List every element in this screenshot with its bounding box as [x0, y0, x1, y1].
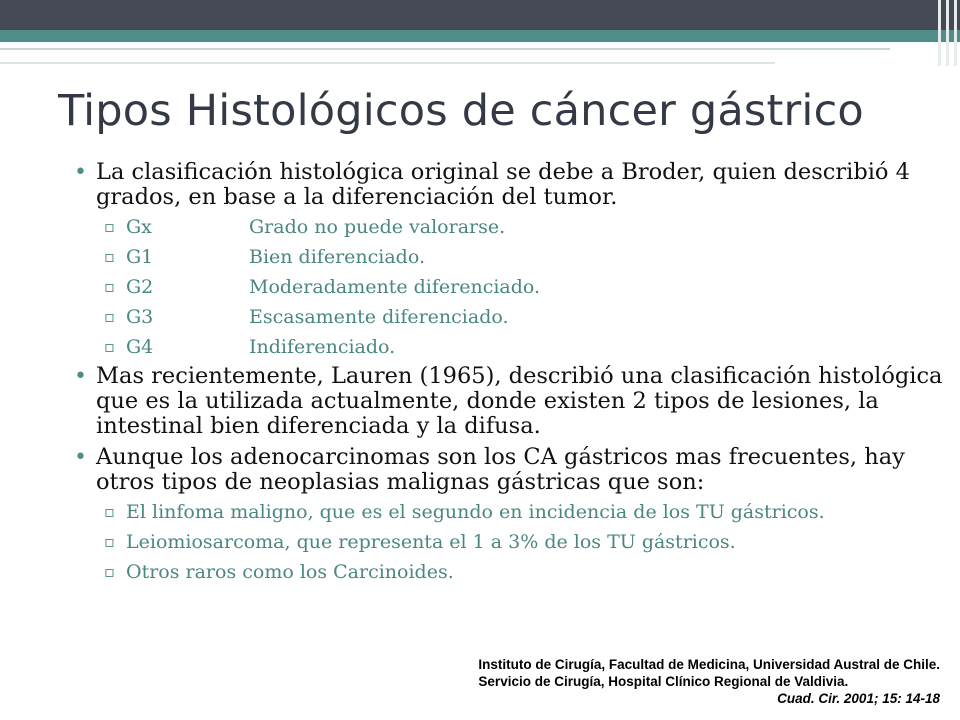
grade-list [74, 216, 944, 358]
list-item: ▫ El linfoma maligno, que es el segundo en incidencia de los TU gástricos. [74, 501, 944, 523]
slide-content [74, 160, 944, 583]
footer-institute: Instituto de Cirugía, Facultad de Medicina, Universidad Austral de Chile. [478, 657, 940, 672]
grade-code: G1 [126, 246, 154, 268]
grade-desc: Escasamente diferenciado. [249, 306, 509, 328]
bullet-broder: • La clasificación histológica original se debe a Broder, quien describió 4 grados, en base a la diferenciación del tumor. [74, 160, 944, 210]
bullet-lauren: • Mas recientemente, Lauren (1965), describió una clasificación histológica que es la utilizada actualmente, donde existen 2 tipos de lesiones, la intestinal bien diferenciada y la difusa. [74, 364, 944, 439]
grade-code: G2 [126, 276, 154, 298]
accent-band [0, 30, 960, 42]
grade-code: Gx [126, 216, 152, 238]
list-item [74, 336, 944, 358]
grade-desc: Grado no puede valorarse. [249, 216, 506, 238]
decorative-line [0, 62, 775, 64]
list-item [74, 216, 944, 238]
list-item: ▫ Leiomiosarcoma, que representa el 1 a 3% de los TU gástricos. [74, 531, 944, 553]
list-item [74, 306, 944, 328]
footer-service: Servicio de Cirugía, Hospital Clínico Regional de Valdivia. [478, 674, 849, 689]
header-bar [0, 0, 960, 30]
source-footer [478, 656, 940, 707]
bullet-other-types: • Aunque los adenocarcinomas son los CA gástricos mas frecuentes, hay otros tipos de neoplasias malignas gástricas que son: [74, 445, 944, 495]
decorative-stripes [930, 0, 960, 66]
list-item [74, 246, 944, 268]
grade-code: G4 [126, 336, 154, 358]
decorative-line [0, 48, 890, 50]
list-item [74, 276, 944, 298]
footer-citation: Cuad. Cir. 2001; 15: 14-18 [777, 691, 940, 706]
grade-code: G3 [126, 306, 154, 328]
neoplasm-list [74, 501, 944, 583]
list-item: ▫ Otros raros como los Carcinoides. [74, 561, 944, 583]
grade-desc: Moderadamente diferenciado. [249, 276, 541, 298]
grade-desc: Indiferenciado. [249, 336, 396, 358]
slide-title: Tipos Histológicos de cáncer gástrico [58, 86, 864, 136]
grade-desc: Bien diferenciado. [249, 246, 425, 268]
